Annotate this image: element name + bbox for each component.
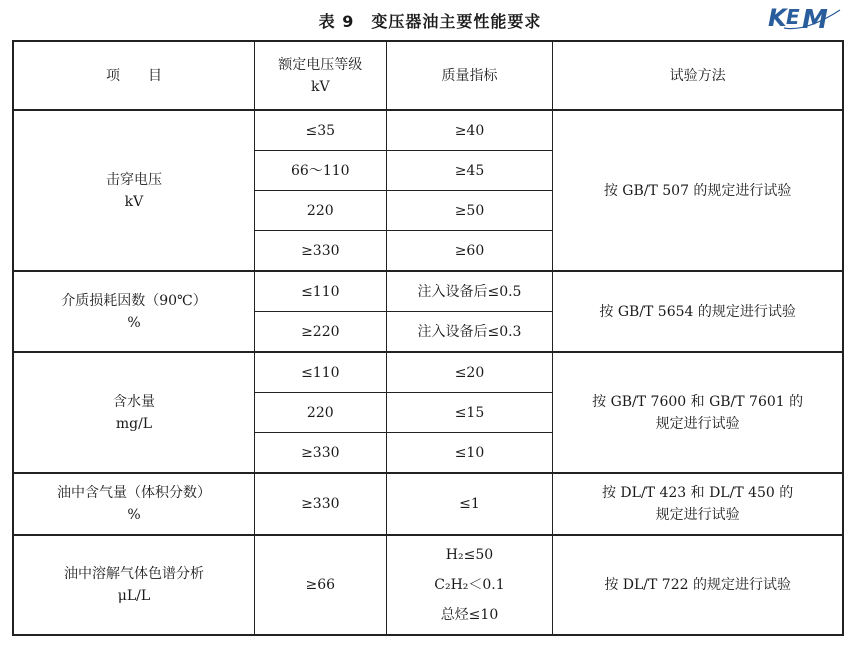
quality-cell: ≤20 xyxy=(386,352,553,393)
voltage-cell: 220 xyxy=(254,393,386,433)
table-row xyxy=(13,110,843,151)
method-cell: 按 DL/T 423 和 DL/T 450 的 规定进行试验 xyxy=(553,473,843,535)
method-cell: 按 GB/T 7600 和 GB/T 7601 的 规定进行试验 xyxy=(553,352,843,473)
header-row xyxy=(13,41,843,110)
voltage-cell: ≥330 xyxy=(254,473,386,535)
quality-cell: ≥40 xyxy=(386,110,553,151)
voltage-cell: ≥330 xyxy=(254,433,386,474)
item-gas-content: 油中含气量（体积分数） % xyxy=(13,473,254,535)
item-breakdown-voltage: 击穿电压 kV xyxy=(13,110,254,271)
quality-cell: H₂≤50 C₂H₂＜0.1 总烃≤10 xyxy=(386,535,553,635)
quality-cell: 注入设备后≤0.5 xyxy=(386,271,553,312)
method-cell: 按 GB/T 5654 的规定进行试验 xyxy=(553,271,843,352)
quality-cell: ≤1 xyxy=(386,473,553,535)
voltage-cell: 220 xyxy=(254,191,386,231)
voltage-cell: ≤110 xyxy=(254,271,386,312)
quality-cell: 注入设备后≤0.3 xyxy=(386,312,553,353)
kem-logo xyxy=(766,2,846,32)
voltage-cell: ≤110 xyxy=(254,352,386,393)
table-title: 表 9 变压器油主要性能要求 xyxy=(318,12,542,31)
method-cell: 按 DL/T 722 的规定进行试验 xyxy=(553,535,843,635)
svg-text:M: M xyxy=(802,5,828,32)
voltage-cell: ≥66 xyxy=(254,535,386,635)
quality-cell: ≥45 xyxy=(386,151,553,191)
quality-cell: ≤15 xyxy=(386,393,553,433)
table-row xyxy=(13,473,843,535)
table-row xyxy=(13,535,843,635)
item-dissolved-gas: 油中溶解气体色谱分析 μL/L xyxy=(13,535,254,635)
voltage-cell: ≤35 xyxy=(254,110,386,151)
header-item: 项 目 xyxy=(13,41,254,110)
header-quality: 质量指标 xyxy=(386,41,553,110)
svg-text:K: K xyxy=(768,4,787,32)
voltage-cell: 66～110 xyxy=(254,151,386,191)
svg-text:E: E xyxy=(786,5,800,29)
quality-cell: ≥60 xyxy=(386,231,553,272)
voltage-cell: ≥220 xyxy=(254,312,386,353)
quality-cell: ≤10 xyxy=(386,433,553,474)
table-row xyxy=(13,271,843,312)
item-dissipation-factor: 介质损耗因数（90℃） % xyxy=(13,271,254,352)
oil-requirements-table xyxy=(12,40,844,636)
item-water-content: 含水量 mg/L xyxy=(13,352,254,473)
method-cell: 按 GB/T 507 的规定进行试验 xyxy=(553,110,843,271)
header-voltage: 额定电压等级 kV xyxy=(254,41,386,110)
table-row xyxy=(13,352,843,393)
quality-cell: ≥50 xyxy=(386,191,553,231)
header-method: 试验方法 xyxy=(553,41,843,110)
voltage-cell: ≥330 xyxy=(254,231,386,272)
